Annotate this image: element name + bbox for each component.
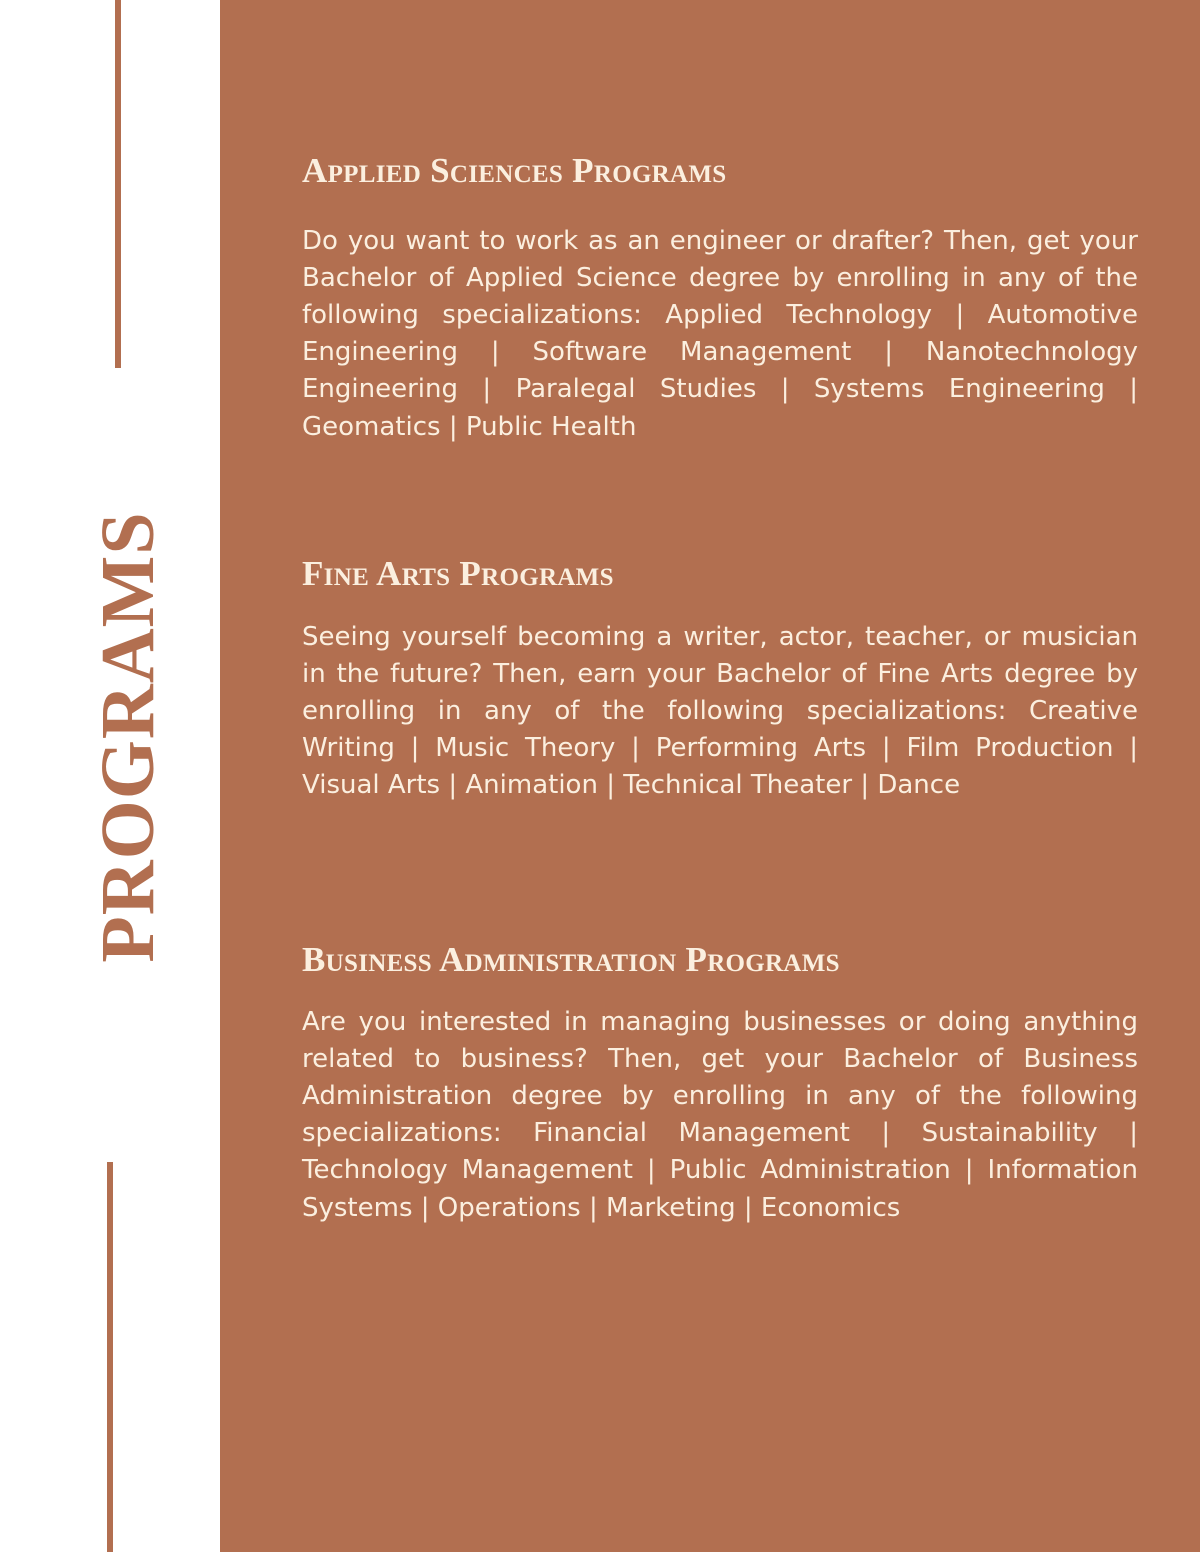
section-heading: Business Administration Programs — [302, 940, 840, 979]
business-administration-section — [302, 941, 1138, 1227]
fine-arts-section — [302, 555, 1138, 805]
content-panel — [220, 0, 1200, 1552]
section-heading: Fine Arts Programs — [302, 554, 614, 593]
decorative-line-bottom — [107, 1162, 113, 1552]
section-paragraph: Do you want to work as an engineer or drafter? Then, get your Bachelor of Applied Science degree by enrolling in any of the following specializations: Applied Technology | Automotive Engineering | Software Management | Nanotechnology Engineering | Paralegal Studies | Systems Engineering | Geomatics | Public Health — [302, 225, 1138, 442]
decorative-line-top — [115, 0, 121, 368]
left-sidebar — [0, 0, 220, 1552]
section-paragraph: Are you interested in managing businesses or doing anything related to business? Then, get your Bachelor of Business Administration degree by enrolling in any of the following specializations: Financial Management | Sustainability | Technology Management | Public Administration | Information Systems | Operations | Marketing | Economics — [302, 1006, 1138, 1223]
section-heading: Applied Sciences Programs — [302, 151, 727, 190]
vertical-page-title: PROGRAMS — [86, 511, 170, 963]
applied-sciences-section — [302, 152, 1138, 446]
section-paragraph: Seeing yourself becoming a writer, actor, teacher, or musician in the future? Then, earn your Bachelor of Fine Arts degree by enrolling in any of the following specializations: Creative Writing | Music Theory | Performing Arts | Film Production | Visual Arts | Animation | Technical Theater | Dance — [302, 621, 1138, 801]
